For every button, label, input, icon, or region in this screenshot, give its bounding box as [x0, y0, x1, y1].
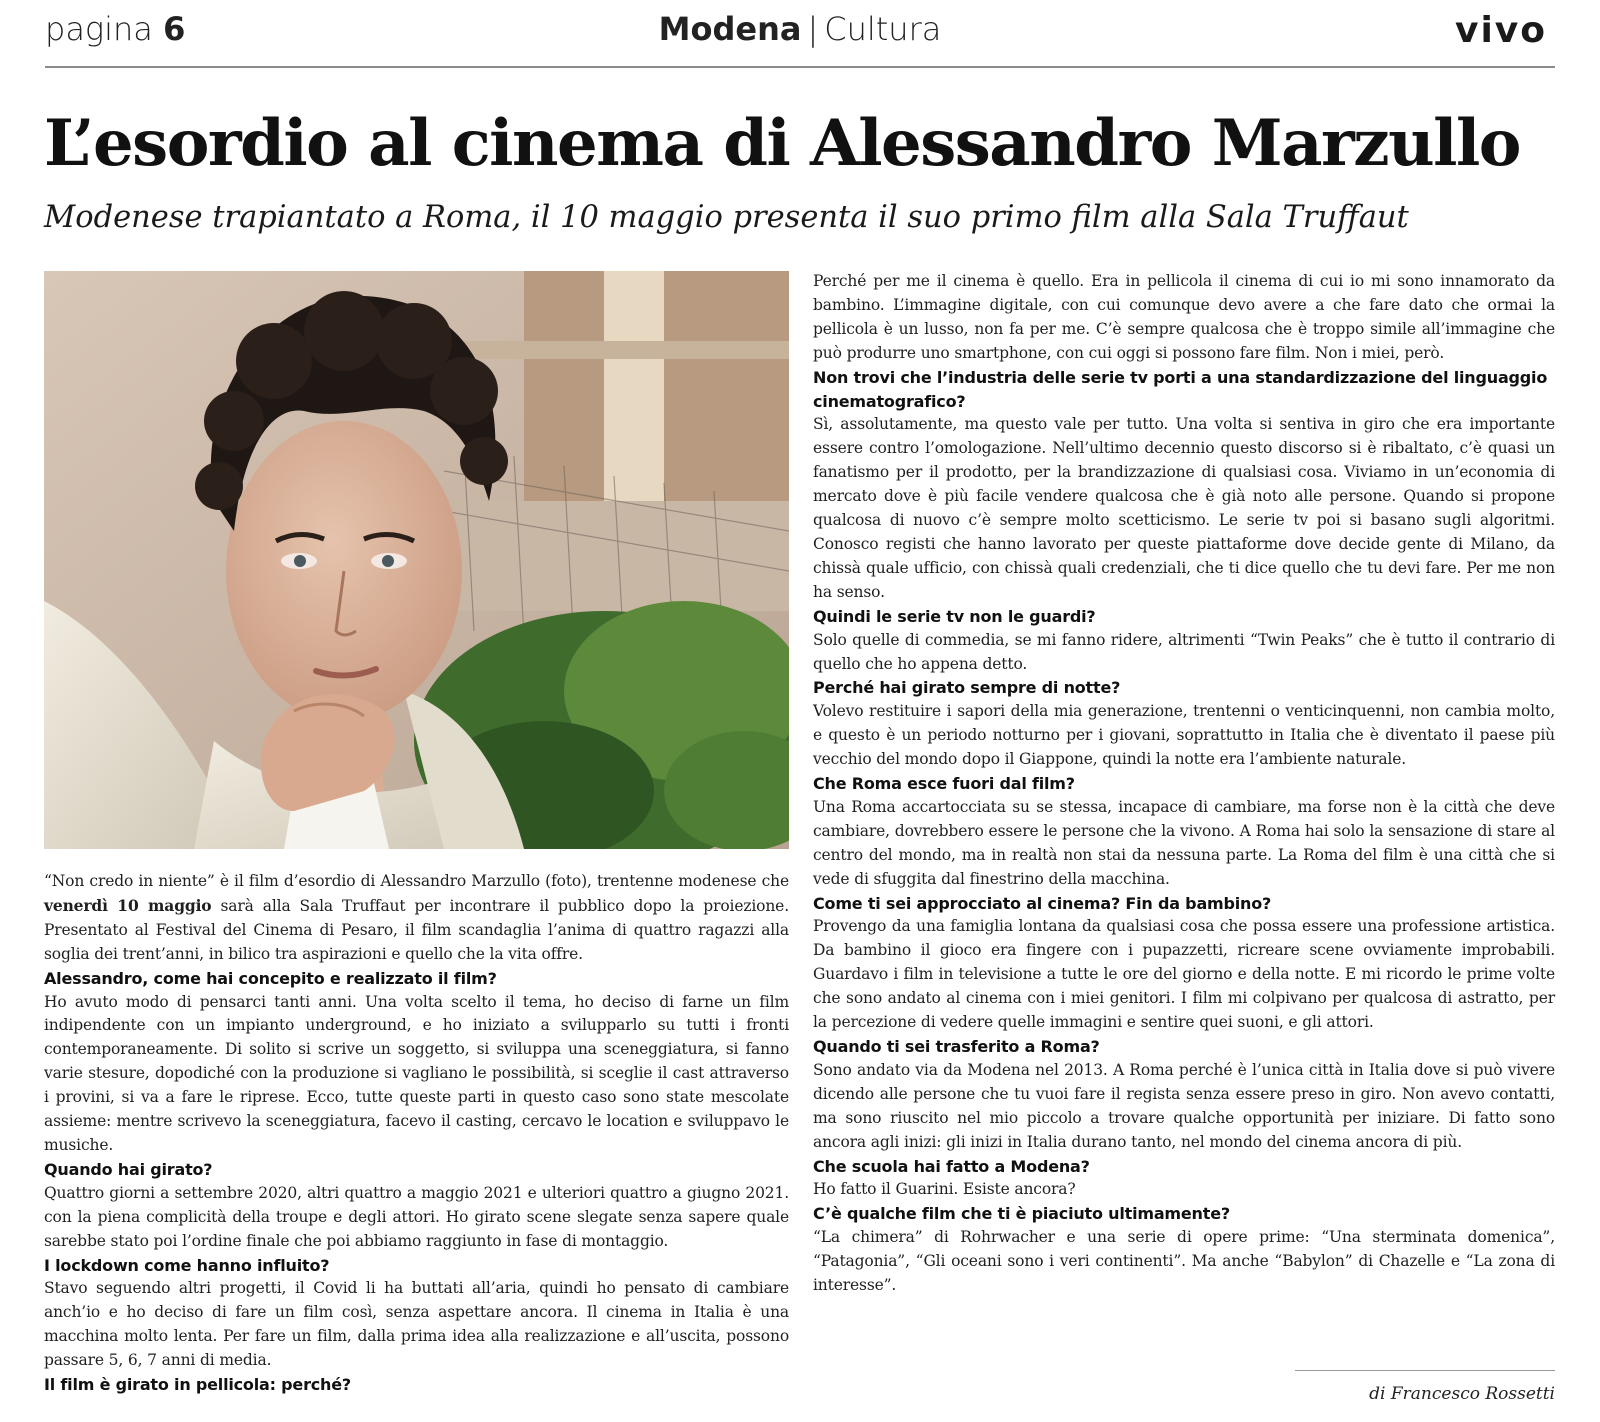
section-city: Modena [658, 10, 802, 48]
question: Quindi le serie tv non le guardi? [813, 606, 1096, 626]
left-text-column [44, 870, 789, 1397]
answer: Stavo seguendo altri progetti, il Covid li ha buttati all’aria, quindi ho pensato di cambiare anch’io e ho deciso di fare un film così, senza aspettare ancora. Il cinema in Italia è una macchina molto lenta. Per fare un film, dalla prima idea alla realizzazione e all’uscita, possono passare 5, 6, 7 anni di media. [44, 1279, 789, 1370]
byline-divider [1295, 1370, 1555, 1371]
question: Il film è girato in pellicola: perché? [44, 1375, 351, 1395]
intro-after: sarà alla Sala Truffaut per incontrare il pubblico dopo la proiezione. Presentato al Festival del Cinema di Pesaro, il film scandaglia l’anima di quattro ragazzi alla soglia dei trent’anni, in bilico tra aspirazioni e quello che la vita offre. [44, 896, 789, 963]
answer: Solo quelle di commedia, se mi fanno ridere, altrimenti “Twin Peaks” che è tutto il contrario di quello che ho appena detto. [813, 630, 1555, 673]
question: Quando hai girato? [44, 1159, 213, 1179]
article-headline: L’esordio al cinema di Alessandro Marzullo [44, 106, 1520, 181]
question: Perché hai girato sempre di notte? [813, 678, 1121, 698]
section-category: Cultura [824, 10, 942, 48]
question: C’è qualche film che ti è piaciuto ultimamente? [813, 1204, 1230, 1224]
question: Quando ti sei trasferito a Roma? [813, 1037, 1100, 1056]
continuation-paragraph: Perché per me il cinema è quello. Era in pellicola il cinema di cui io mi sono innamorato da bambino. L’immagine digitale, con cui comunque devo avere a che fare dato che ormai la pellicola è un lusso, non fa per me. C’è sempre qualcosa che è troppo simile all’immagine che può produrre uno smartphone, con cui oggi si possono fare film. Non i miei, però. [813, 272, 1555, 362]
intro-before: “Non credo in niente” è il film d’esordio di Alessandro Marzullo (foto), trentenne modenese che [44, 872, 789, 890]
section-label [45, 10, 1555, 48]
intro-paragraph [44, 870, 789, 967]
page-number: 6 [163, 10, 186, 48]
question: Che Roma esce fuori dal film? [813, 774, 1075, 794]
answer: Una Roma accartocciata su se stessa, incapace di cambiare, ma forse non è la città che deve cambiare, dovrebbero essere le persone che la vivono. A Roma hai solo la sensazione di stare al centro del mondo, ma in realtà non stai da nessuna parte. La Roma del film è una città che si vede di sfuggita dal finestrino della macchina. [813, 797, 1555, 888]
answer: Volevo restituire i sapori della mia generazione, trentenni o venticinquenni, non cambia molto, e questo è un periodo notturno per i giovani, soprattutto in Italia che è diventato il paese più vecchio del mondo dopo il Giappone, quindi la notte era l’ambiente naturale. [813, 702, 1555, 769]
answer: Sono andato via da Modena nel 2013. A Roma perché è l’unica città in Italia dove si può vivere dicendo alle persone che tu vuoi fare il regista senza essere preso in giro. Non avevo contatti, ma sono riuscito nel mio piccolo a trovare qualche opportunità per iniziare. Di fatto sono ancora agli inizi: gli inizi in Italia durano tanto, nel mondo del cinema ancora di più. [813, 1060, 1555, 1151]
answer: “La chimera” di Rohrwacher e una serie di opere prime: “Una sterminata domenica”, “Patagonia”, “Gli oceani sono i veri continenti”. Ma anche “Babylon” di Chazelle e “La zona di interesse”. [813, 1228, 1555, 1295]
portrait-photo [44, 271, 789, 849]
brand-logo: vivo [1454, 10, 1547, 51]
question: I lockdown come hanno influito? [44, 1255, 330, 1275]
answer: Provengo da una famiglia lontana da qualsiasi cosa che possa essere una professione artistica. Da bambino il gioco era fingere con i pupazzetti, ricreare scene ovviamente improbabili. Guardavo i film in televisione a tutte le ore del giorno e della notte. E mi ricordo le prime volte che sono andato al cinema con i miei genitori. I film mi colpivano per qualcosa di astratto, per la percezione di vedere quelle immagini e sentire quei suoni, e gli attori. [813, 917, 1555, 1032]
section-separator: | [807, 10, 819, 48]
answer: Ho fatto il Guarini. Esiste ancora? [813, 1180, 1076, 1199]
article-subhead: Modenese trapiantato a Roma, il 10 maggio presenta il suo primo film alla Sala Truffaut [44, 200, 1409, 235]
question: Non trovi che l’industria delle serie tv porti a una standardizzazione del linguaggio cinematografico? [813, 367, 1548, 411]
question: Alessandro, come hai concepito e realizzato il film? [44, 968, 497, 988]
answer: Sì, assolutamente, ma questo vale per tutto. Una volta si sentiva in giro che era importante essere contro l’omologazione. Nell’ultimo decennio questo discorso si è ribaltato, c’è quasi un fanatismo per il prodotto, per la brandizzazione di qualsiasi cosa. Viviamo in un’economia di mercato dove è più facile vendere qualcosa che è già noto alle persone. Quando si propone qualcosa di nuovo c’è sempre molto scetticismo. Le serie tv poi si basano sugli algoritmi. Conosco registi che hanno lavorato per queste piattaforme dove decide gente di Milano, da chissà quale ufficio, con chissà quali credenziali, che ti dice quello che tu devi fare. Per me non ha senso. [813, 415, 1555, 601]
answer: Ho avuto modo di pensarci tanti anni. Una volta scelto il tema, ho deciso di farne un film indipendente con un impianto underground, e ho iniziato a svilupparlo su tutti i fronti contemporaneamente. Di solito si scrive un soggetto, si sviluppa una sceneggiatura, si fanno varie stesure, dopodiché con la produzione si vagliano le possibilità, si sceglie il cast attraverso i provini, si va a fare le riprese. Ecco, tutte queste parti in questo caso sono state mescolate assieme: mentre scrivevo la sceneggiatura, facevo il casting, cercavo le location e sviluppavo le musiche. [44, 992, 789, 1154]
right-text-column [813, 270, 1555, 1298]
page-header [45, 0, 1555, 68]
intro-date: venerdì 10 maggio [44, 895, 212, 915]
answer: Quattro giorni a settembre 2020, altri quattro a maggio 2021 e ulteriori quattro a giugno 2021. con la piena complicità della troupe e degli attori. Ho girato scene slegate senza sapere quale sarebbe stato poi l’ordine finale che poi abbiamo raggiunto in fase di montaggio. [44, 1183, 789, 1250]
page-word: pagina [45, 10, 153, 48]
question: Che scuola hai fatto a Modena? [813, 1156, 1090, 1176]
article-byline: di Francesco Rossetti [1369, 1384, 1555, 1404]
question: Come ti sei approcciato al cinema? Fin da bambino? [813, 893, 1272, 913]
